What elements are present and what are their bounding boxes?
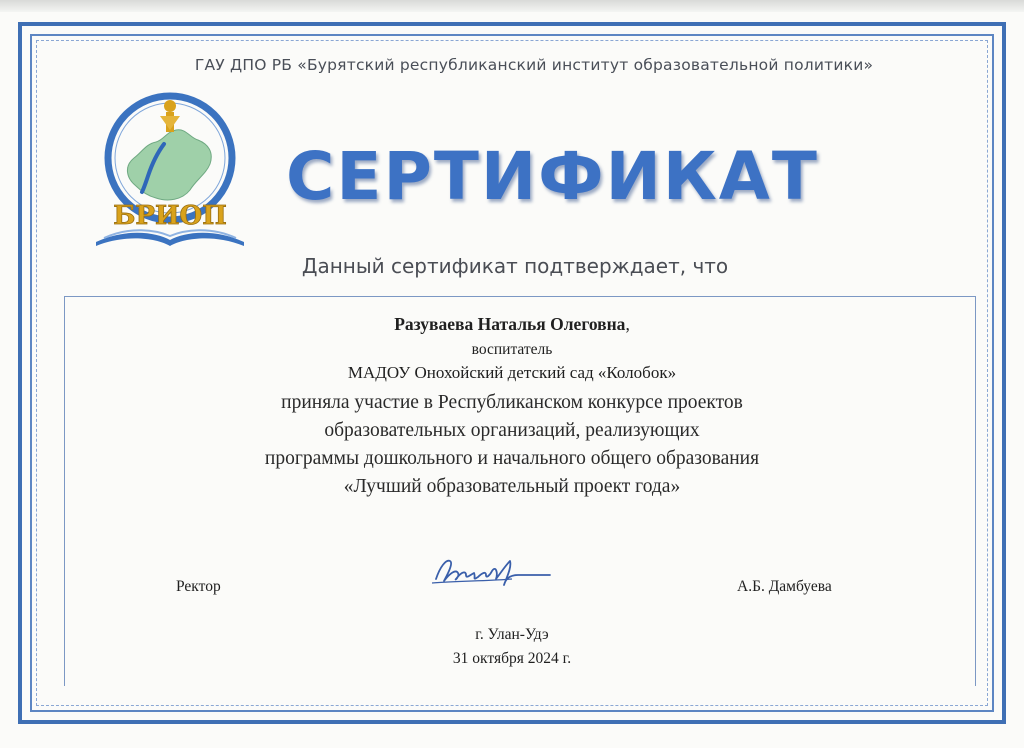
organization-header (0, 56, 1024, 74)
issue-city: г. Улан-Удэ (475, 626, 549, 643)
certificate-title: СЕРТИФИКАТ (286, 138, 819, 215)
organization-name: ГАУ ДПО РБ «Бурятский республиканский институт образовательной политики» (194, 56, 874, 74)
participation-line: приняла участие в Республиканском конкурсе проектов (281, 392, 743, 413)
recipient-line (0, 314, 1024, 335)
participation-line: образовательных организаций, реализующих (324, 420, 700, 441)
issue-date: 31 октября 2024 г. (452, 650, 572, 667)
subtitle-text: Данный сертификат подтверждает, что (301, 254, 729, 278)
recipient-name-suffix: , (625, 314, 630, 334)
participation-line: программы дошкольного и начального общего образования (264, 448, 760, 469)
signature-image (426, 545, 556, 595)
institute-logo (86, 86, 254, 256)
signatory-name: А.Б. Дамбуева (737, 578, 832, 595)
certificate-subtitle (0, 254, 1024, 278)
recipient-organization: МАДОУ Онохойский детский сад «Колобок» (347, 363, 677, 382)
logo-text: БРИОП (113, 201, 227, 231)
recipient-role: воспитатель (471, 341, 553, 358)
scan-shadow (0, 0, 1024, 12)
contest-name: «Лучший образовательный проект года» (343, 476, 681, 497)
signatory-title: Ректор (176, 578, 221, 595)
recipient-name: Разуваева Наталья Олеговна (394, 314, 626, 334)
